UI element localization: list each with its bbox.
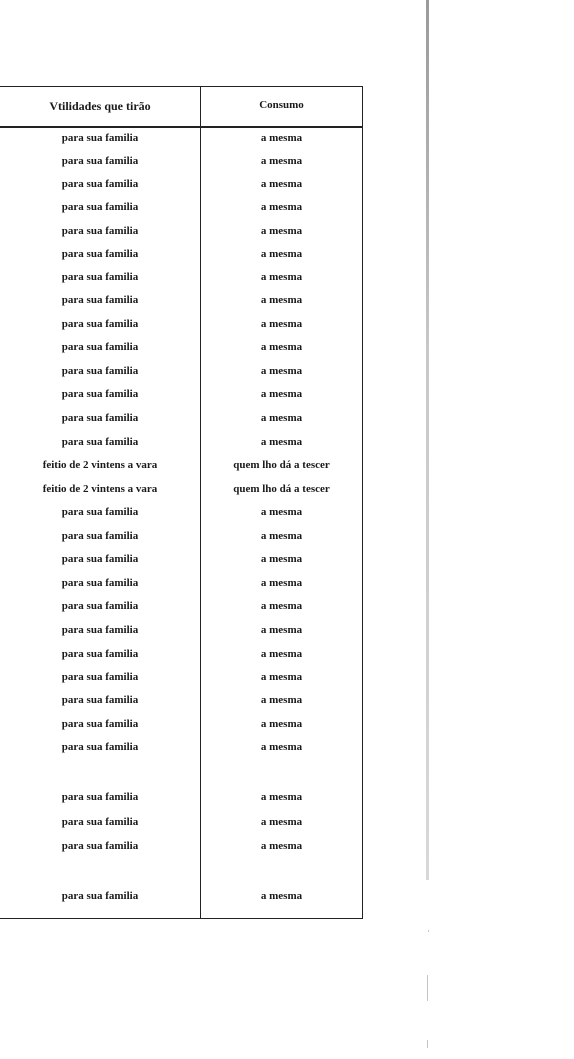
cell-consumo: quem lho dá a tescer bbox=[233, 483, 330, 495]
cell-utilidades: para sua familia bbox=[61, 506, 139, 518]
cell-utilidades: para sua familia bbox=[61, 671, 139, 683]
cell-consumo: a mesma bbox=[260, 648, 303, 660]
cell-utilidades: para sua familia bbox=[61, 600, 139, 612]
cell-utilidades: para sua familia bbox=[61, 178, 139, 190]
page-edge bbox=[426, 0, 429, 880]
cell-utilidades: para sua familia bbox=[61, 294, 139, 306]
cell-consumo: a mesma bbox=[260, 271, 303, 283]
cell-utilidades: feitio de 2 vintens a vara bbox=[42, 459, 158, 471]
cell-utilidades: para sua familia bbox=[61, 577, 139, 589]
cell-consumo: a mesma bbox=[260, 155, 303, 167]
cell-consumo: a mesma bbox=[260, 624, 303, 636]
cell-utilidades: para sua familia bbox=[61, 248, 139, 260]
header-utilidades: Vtilidades que tirão bbox=[49, 99, 151, 113]
cell-consumo: a mesma bbox=[260, 816, 303, 828]
cell-consumo: a mesma bbox=[260, 840, 303, 852]
cell-utilidades: para sua familia bbox=[61, 388, 139, 400]
cell-utilidades: para sua familia bbox=[61, 791, 139, 803]
cell-consumo: a mesma bbox=[260, 248, 303, 260]
cell-consumo: a mesma bbox=[260, 412, 303, 424]
cell-consumo: a mesma bbox=[260, 577, 303, 589]
page-edge-fragment bbox=[427, 1040, 428, 1048]
header-consumo: Consumo bbox=[259, 99, 304, 111]
cell-utilidades: para sua familia bbox=[61, 201, 139, 213]
cell-consumo: a mesma bbox=[260, 201, 303, 213]
cell-utilidades: para sua familia bbox=[61, 365, 139, 377]
cell-utilidades: para sua familia bbox=[61, 890, 139, 902]
cell-consumo: a mesma bbox=[260, 741, 303, 753]
cell-consumo: a mesma bbox=[260, 318, 303, 330]
cell-utilidades: para sua familia bbox=[61, 155, 139, 167]
cell-consumo: a mesma bbox=[260, 178, 303, 190]
cell-utilidades: para sua familia bbox=[61, 840, 139, 852]
cell-consumo: a mesma bbox=[260, 600, 303, 612]
cell-utilidades: para sua familia bbox=[61, 132, 139, 144]
header-rule bbox=[0, 126, 362, 128]
cell-consumo: a mesma bbox=[260, 341, 303, 353]
cell-consumo: a mesma bbox=[260, 671, 303, 683]
cell-consumo: a mesma bbox=[260, 694, 303, 706]
page-edge-fragment bbox=[428, 930, 429, 932]
cell-utilidades: para sua familia bbox=[61, 530, 139, 542]
cell-consumo: a mesma bbox=[260, 718, 303, 730]
cell-utilidades: para sua familia bbox=[61, 694, 139, 706]
cell-utilidades: para sua familia bbox=[61, 318, 139, 330]
cell-consumo: a mesma bbox=[260, 791, 303, 803]
cell-consumo: a mesma bbox=[260, 890, 303, 902]
cell-consumo: a mesma bbox=[260, 294, 303, 306]
cell-utilidades: para sua familia bbox=[61, 741, 139, 753]
cell-utilidades: para sua familia bbox=[61, 436, 139, 448]
cell-utilidades: feitio de 2 vintens a vara bbox=[42, 483, 158, 495]
cell-utilidades: para sua familia bbox=[61, 624, 139, 636]
cell-utilidades: para sua familia bbox=[61, 553, 139, 565]
cell-consumo: a mesma bbox=[260, 436, 303, 448]
cell-utilidades: para sua familia bbox=[61, 648, 139, 660]
page-edge-fragment bbox=[427, 975, 428, 1001]
cell-consumo: quem lho dá a tescer bbox=[233, 459, 330, 471]
cell-consumo: a mesma bbox=[260, 388, 303, 400]
data-table bbox=[0, 86, 363, 919]
cell-utilidades: para sua familia bbox=[61, 225, 139, 237]
cell-utilidades: para sua familia bbox=[61, 816, 139, 828]
cell-consumo: a mesma bbox=[260, 132, 303, 144]
cell-consumo: a mesma bbox=[260, 553, 303, 565]
cell-utilidades: para sua familia bbox=[61, 341, 139, 353]
cell-consumo: a mesma bbox=[260, 365, 303, 377]
cell-utilidades: para sua familia bbox=[61, 271, 139, 283]
cell-utilidades: para sua familia bbox=[61, 718, 139, 730]
cell-consumo: a mesma bbox=[260, 225, 303, 237]
cell-consumo: a mesma bbox=[260, 506, 303, 518]
cell-utilidades: para sua familia bbox=[61, 412, 139, 424]
cell-consumo: a mesma bbox=[260, 530, 303, 542]
